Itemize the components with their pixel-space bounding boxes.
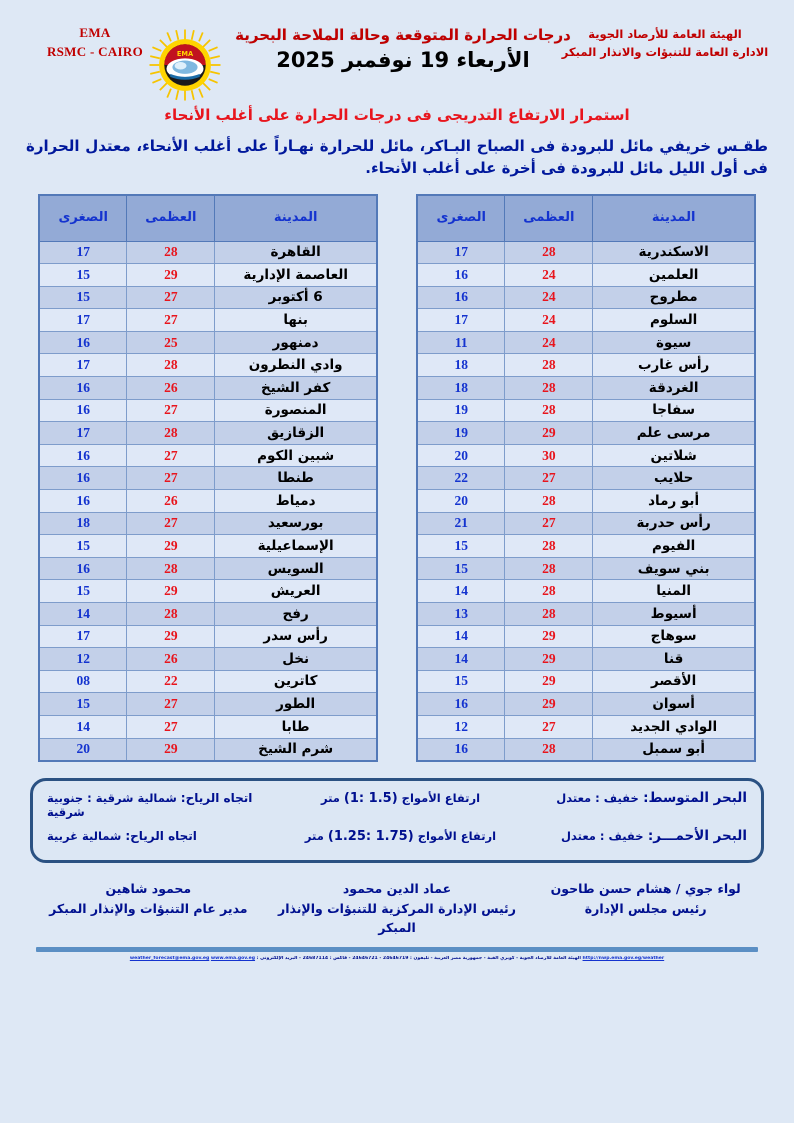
- cell-min-temp: 21: [417, 512, 505, 535]
- cell-max-temp: 29: [127, 580, 215, 603]
- cell-city: الإسماعيلية: [215, 535, 377, 558]
- table-row: [39, 444, 377, 467]
- cell-city: العلمين: [593, 264, 755, 287]
- table-row: [39, 309, 377, 332]
- column-header-max: العظمى: [505, 195, 593, 242]
- table-row: [417, 264, 755, 287]
- table-row: [39, 715, 377, 738]
- signature-title: رئيس مجلس الإدارة: [584, 900, 707, 916]
- signature-block: [24, 879, 770, 937]
- table-row: [39, 648, 377, 671]
- cell-max-temp: 24: [505, 309, 593, 332]
- table-row: [39, 693, 377, 716]
- cell-city: بنها: [215, 309, 377, 332]
- cell-min-temp: 18: [417, 377, 505, 400]
- cell-city: رأس غارب: [593, 354, 755, 377]
- page-header: [0, 0, 794, 100]
- cell-city: رأس حدربة: [593, 512, 755, 535]
- cell-city: رأس سدر: [215, 625, 377, 648]
- forecast-table-left-wrap: [416, 194, 756, 763]
- cell-min-temp: 16: [417, 286, 505, 309]
- table-row: [417, 715, 755, 738]
- table-row: [417, 557, 755, 580]
- table-header-row: [39, 195, 377, 242]
- page-title: درجات الحرارة المتوقعة وحالة الملاحة البحرية: [235, 26, 571, 44]
- table-row: [39, 467, 377, 490]
- cell-max-temp: 27: [127, 309, 215, 332]
- table-row: [39, 354, 377, 377]
- marine-conditions-box: [30, 778, 764, 863]
- table-row: [417, 603, 755, 626]
- cell-city: السويس: [215, 557, 377, 580]
- signature-title: مدير عام التنبؤات والإنذار المبكر: [49, 900, 248, 916]
- email-link[interactable]: weather_forecast@ema.gov.eg: [129, 956, 210, 962]
- cell-min-temp: 20: [417, 444, 505, 467]
- table-row: [417, 309, 755, 332]
- wave-height-value: (1.75 :1.25): [327, 829, 414, 845]
- cell-city: طنطا: [215, 467, 377, 490]
- cell-max-temp: 24: [505, 286, 593, 309]
- table-body-left: [417, 241, 755, 761]
- cell-min-temp: 17: [39, 422, 127, 445]
- table-row: [39, 670, 377, 693]
- cell-max-temp: 28: [127, 603, 215, 626]
- cell-min-temp: 15: [417, 670, 505, 693]
- table-row: [417, 738, 755, 761]
- cell-city: سوهاج: [593, 625, 755, 648]
- cell-city: أبو رماد: [593, 490, 755, 513]
- ema-acronym: EMA: [79, 25, 111, 40]
- marine-row: [47, 828, 747, 844]
- table-row: [39, 286, 377, 309]
- cell-city: شلاتين: [593, 444, 755, 467]
- forecast-table-right-wrap: [38, 194, 378, 763]
- table-row: [39, 738, 377, 761]
- department-name: الادارة العامة للتنبؤات والانذار المبكر: [561, 44, 769, 59]
- cell-min-temp: 15: [39, 286, 127, 309]
- cell-max-temp: 30: [505, 444, 593, 467]
- sea-name: البحر الأحمـــر:: [647, 828, 747, 845]
- cell-city: 6 أكتوبر: [215, 286, 377, 309]
- cell-min-temp: 17: [39, 241, 127, 264]
- cell-max-temp: 28: [505, 377, 593, 400]
- cell-city: كفر الشيخ: [215, 377, 377, 400]
- cell-max-temp: 27: [127, 286, 215, 309]
- signature-central-head: [273, 879, 522, 937]
- cell-min-temp: 17: [417, 241, 505, 264]
- wind-direction-value: شمالية غربية: [47, 829, 122, 844]
- cell-max-temp: 24: [505, 331, 593, 354]
- cell-max-temp: 25: [127, 331, 215, 354]
- table-row: [417, 377, 755, 400]
- table-row: [417, 444, 755, 467]
- sea-state-mediterranean: [516, 790, 747, 806]
- table-row: [417, 580, 755, 603]
- cell-city: الاسكندرية: [593, 241, 755, 264]
- cell-min-temp: 18: [417, 354, 505, 377]
- wave-height-value: (1.5 :1): [343, 791, 398, 807]
- table-row: [417, 625, 755, 648]
- cell-max-temp: 28: [127, 241, 215, 264]
- cell-city: دمياط: [215, 490, 377, 513]
- table-row: [39, 331, 377, 354]
- cell-city: أسيوط: [593, 603, 755, 626]
- table-row: [417, 399, 755, 422]
- cell-city: سيوة: [593, 331, 755, 354]
- cell-city: مطروح: [593, 286, 755, 309]
- cell-max-temp: 29: [127, 625, 215, 648]
- rsmc-cairo-label: RSMC - CAIRO: [46, 43, 144, 59]
- cell-city: رفح: [215, 603, 377, 626]
- column-header-min: الصغرى: [39, 195, 127, 242]
- cell-min-temp: 15: [417, 557, 505, 580]
- cell-min-temp: 14: [39, 603, 127, 626]
- table-row: [39, 241, 377, 264]
- table-row: [39, 557, 377, 580]
- cell-min-temp: 16: [39, 331, 127, 354]
- cell-min-temp: 15: [39, 693, 127, 716]
- cell-min-temp: 12: [39, 648, 127, 671]
- cell-min-temp: 12: [417, 715, 505, 738]
- authority-name: الهيئة العامة للأرصاد الجوية: [588, 27, 742, 41]
- table-row: [39, 399, 377, 422]
- signature-general-manager: [24, 879, 273, 937]
- cell-city: مرسى علم: [593, 422, 755, 445]
- wave-height-red-sea: [285, 829, 516, 844]
- cell-min-temp: 16: [417, 264, 505, 287]
- cell-city: المنصورة: [215, 399, 377, 422]
- cell-min-temp: 22: [417, 467, 505, 490]
- website-link[interactable]: www.ema.gov.eg: [210, 956, 256, 962]
- table-row: [417, 490, 755, 513]
- table-row: [417, 467, 755, 490]
- cell-max-temp: 28: [505, 580, 593, 603]
- table-row: [417, 670, 755, 693]
- cell-city: أسوان: [593, 693, 755, 716]
- cell-min-temp: 16: [39, 490, 127, 513]
- cell-max-temp: 28: [505, 738, 593, 761]
- cell-max-temp: 27: [127, 444, 215, 467]
- wave-height-unit: متر: [304, 829, 324, 844]
- cell-city: الغردقة: [593, 377, 755, 400]
- signature-name: محمود شاهين: [105, 881, 192, 897]
- table-row: [417, 648, 755, 671]
- cell-max-temp: 29: [127, 535, 215, 558]
- cell-max-temp: 27: [505, 512, 593, 535]
- document-title-block: [228, 26, 578, 73]
- cell-max-temp: 26: [127, 648, 215, 671]
- cell-max-temp: 27: [127, 399, 215, 422]
- table-row: [417, 693, 755, 716]
- table-row: [417, 241, 755, 264]
- cell-max-temp: 28: [505, 603, 593, 626]
- cell-min-temp: 17: [39, 625, 127, 648]
- cell-city: بني سويف: [593, 557, 755, 580]
- cell-max-temp: 24: [505, 264, 593, 287]
- table-row: [39, 512, 377, 535]
- cell-city: شرم الشيخ: [215, 738, 377, 761]
- cell-max-temp: 27: [127, 467, 215, 490]
- table-header-row: [417, 195, 755, 242]
- cell-city: كاترين: [215, 670, 377, 693]
- table-row: [39, 603, 377, 626]
- cell-city: نخل: [215, 648, 377, 671]
- cell-max-temp: 28: [505, 354, 593, 377]
- cell-max-temp: 28: [505, 557, 593, 580]
- cell-city: القاهرة: [215, 241, 377, 264]
- cell-city: المنيا: [593, 580, 755, 603]
- table-row: [417, 286, 755, 309]
- footer-contact-info: [14, 956, 780, 963]
- cell-min-temp: 16: [39, 467, 127, 490]
- cell-min-temp: 20: [417, 490, 505, 513]
- organization-label: [550, 26, 780, 62]
- cell-city: العريش: [215, 580, 377, 603]
- cell-min-temp: 16: [39, 557, 127, 580]
- cell-city: شبين الكوم: [215, 444, 377, 467]
- table-row: [39, 422, 377, 445]
- cell-min-temp: 16: [39, 377, 127, 400]
- cell-city: طابا: [215, 715, 377, 738]
- cell-max-temp: 28: [505, 399, 593, 422]
- cell-min-temp: 17: [417, 309, 505, 332]
- cell-max-temp: 28: [127, 557, 215, 580]
- cell-max-temp: 29: [505, 625, 593, 648]
- cell-max-temp: 29: [505, 693, 593, 716]
- cell-min-temp: 16: [39, 444, 127, 467]
- cell-max-temp: 28: [127, 354, 215, 377]
- cell-min-temp: 14: [417, 580, 505, 603]
- ema-sun-cloud-logo-icon: [148, 28, 222, 102]
- cell-max-temp: 28: [505, 241, 593, 264]
- table-body-right: [39, 241, 377, 761]
- signature-chairman: [521, 879, 770, 937]
- cell-max-temp: 22: [127, 670, 215, 693]
- cell-city: الطور: [215, 693, 377, 716]
- svg-text:EMA: EMA: [176, 50, 194, 59]
- footer-divider: [36, 947, 758, 952]
- cell-min-temp: 15: [417, 535, 505, 558]
- cell-max-temp: 28: [505, 490, 593, 513]
- column-header-min: الصغرى: [417, 195, 505, 242]
- sea-state-value: خفيف : معتدل: [556, 791, 639, 806]
- cell-max-temp: 28: [505, 535, 593, 558]
- cell-min-temp: 18: [39, 512, 127, 535]
- cell-city: الفيوم: [593, 535, 755, 558]
- cell-max-temp: 29: [127, 738, 215, 761]
- cell-min-temp: 19: [417, 422, 505, 445]
- cell-city: وادي النطرون: [215, 354, 377, 377]
- forecast-table-left: [416, 194, 756, 763]
- table-row: [39, 625, 377, 648]
- cell-min-temp: 08: [39, 670, 127, 693]
- forecast-headline: استمرار الارتفاع التدريجى فى درجات الحرارة على أغلب الأنحاء: [164, 106, 630, 124]
- cell-city: الوادي الجديد: [593, 715, 755, 738]
- wind-direction-mediterranean: [47, 791, 285, 819]
- wave-height-mediterranean: [285, 791, 516, 806]
- marine-row: [47, 790, 747, 819]
- table-row: [417, 422, 755, 445]
- forecast-date: الأربعاء 19 نوفمبر 2025: [276, 48, 530, 72]
- cell-min-temp: 16: [39, 399, 127, 422]
- table-row: [417, 354, 755, 377]
- cell-max-temp: 26: [127, 490, 215, 513]
- cell-max-temp: 27: [505, 467, 593, 490]
- cell-city: سفاجا: [593, 399, 755, 422]
- cell-max-temp: 27: [127, 512, 215, 535]
- table-row: [39, 490, 377, 513]
- cell-min-temp: 14: [39, 715, 127, 738]
- cell-city: العاصمة الإدارية: [215, 264, 377, 287]
- forecast-summary: طقـس خريفي مائل للبرودة فى الصباح البـاكر، مائل للحرارة نهـاراً على أغلب الأنحاء، معتدل الحرارة فى أول الليل مائل للبرودة فى أخرة على أغلب الأنحاء.: [26, 136, 768, 177]
- cell-max-temp: 29: [127, 264, 215, 287]
- cell-city: حلايب: [593, 467, 755, 490]
- wind-direction-label: اتجاه الرياح:: [180, 791, 253, 806]
- cell-max-temp: 29: [505, 648, 593, 671]
- cell-max-temp: 29: [505, 670, 593, 693]
- cell-min-temp: 11: [417, 331, 505, 354]
- table-row: [39, 580, 377, 603]
- cell-min-temp: 15: [39, 535, 127, 558]
- cell-min-temp: 16: [417, 693, 505, 716]
- cell-min-temp: 15: [39, 264, 127, 287]
- column-header-city: المدينة: [215, 195, 377, 242]
- cell-city: أبو سمبل: [593, 738, 755, 761]
- sea-name: البحر المتوسط:: [643, 790, 747, 807]
- wind-direction-red-sea: [47, 829, 285, 843]
- cell-max-temp: 27: [505, 715, 593, 738]
- wind-direction-value: شمالية شرقية : جنوبية شرقية: [47, 791, 177, 820]
- cell-city: السلوم: [593, 309, 755, 332]
- cell-max-temp: 29: [505, 422, 593, 445]
- cell-max-temp: 26: [127, 377, 215, 400]
- cell-min-temp: 14: [417, 625, 505, 648]
- cell-min-temp: 13: [417, 603, 505, 626]
- table-row: [417, 535, 755, 558]
- signature-title: رئيس الإدارة المركزية للتنبؤات والإنذار المبكر: [278, 900, 516, 935]
- cell-min-temp: 19: [417, 399, 505, 422]
- table-row: [39, 264, 377, 287]
- cell-city: بورسعيد: [215, 512, 377, 535]
- site-link[interactable]: http://nwp.ema.gov.eg/weather: [582, 956, 665, 962]
- cell-min-temp: 15: [39, 580, 127, 603]
- wave-height-label: ارتفاع الأمواج: [417, 829, 497, 844]
- cell-min-temp: 20: [39, 738, 127, 761]
- table-row: [417, 331, 755, 354]
- table-row: [417, 512, 755, 535]
- contact-address: الهيئة العامة للأرصاد الجوية - كوبري القبة - جمهورية مصر العربية - تليفون : 24646719 - 24646721 - فاكس : 24687114 - البريد الإلكتروني :: [256, 956, 581, 962]
- wind-direction-label: اتجاه الرياح:: [125, 829, 197, 844]
- cell-max-temp: 27: [127, 693, 215, 716]
- wave-height-unit: متر: [320, 791, 340, 806]
- sea-state-value: خفيف : معتدل: [561, 829, 644, 844]
- sea-state-red-sea: [516, 828, 747, 844]
- signature-name: عماد الدين محمود: [342, 881, 452, 897]
- wave-height-label: ارتفاع الأمواج: [401, 791, 481, 806]
- signature-name: لواء جوي / هشام حسن طاحون: [550, 881, 741, 897]
- cell-max-temp: 28: [127, 422, 215, 445]
- cell-min-temp: 14: [417, 648, 505, 671]
- forecast-table-right: [38, 194, 378, 763]
- column-header-city: المدينة: [593, 195, 755, 242]
- cell-min-temp: 17: [39, 309, 127, 332]
- cell-min-temp: 16: [417, 738, 505, 761]
- forecast-tables: [38, 194, 756, 763]
- cell-min-temp: 17: [39, 354, 127, 377]
- cell-city: قنا: [593, 648, 755, 671]
- table-row: [39, 377, 377, 400]
- cell-city: الزقازيق: [215, 422, 377, 445]
- cell-max-temp: 27: [127, 715, 215, 738]
- table-row: [39, 535, 377, 558]
- cell-city: الأقصر: [593, 670, 755, 693]
- cell-city: دمنهور: [215, 331, 377, 354]
- column-header-max: العظمى: [127, 195, 215, 242]
